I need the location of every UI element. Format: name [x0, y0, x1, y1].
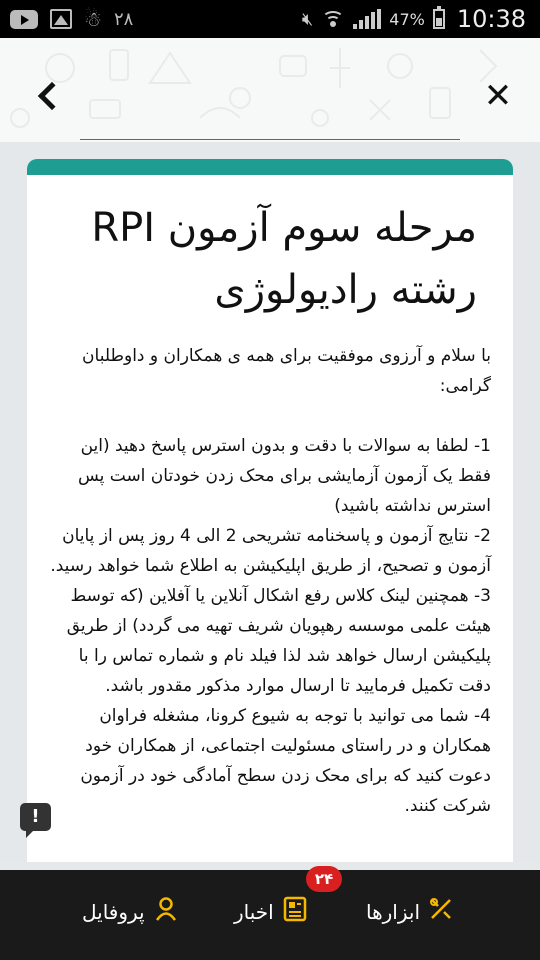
nav-tools-label: ابزارها — [366, 900, 421, 924]
article-item-3: 3- همچنین لینک کلاس رفع اشکال آنلاین یا آفلاین (که توسط هیئت علمی موسسه رهپویان شریف تهیه می گردد) از طریق پلیکیشن ارسال خواهد شد لذا فیلد نام و شماره تماس را با دقت تکمیل فرمایید تا ارسال موارد مذکور مقدور باشد. — [66, 586, 491, 696]
tools-icon — [428, 897, 454, 927]
article-card — [27, 159, 513, 879]
news-icon — [282, 896, 308, 928]
report-button[interactable] — [20, 803, 51, 831]
person-icon: ☃ — [84, 7, 102, 31]
article-item-2: 2- نتایج آزمون و پاسخنامه تشریحی 2 الی 4 روز پس از پایان آزمون و تصحیح، از طریق اپلیکیشن به اطلاع شما خواهد رسید. — [50, 526, 491, 576]
nav-news-label: اخبار — [234, 900, 274, 924]
article-greeting: با سلام و آرزوی موفقیت برای همه ی همکاران و داوطلبان گرامی: — [82, 346, 491, 396]
mute-icon: 🔇︎ — [301, 8, 314, 30]
article-item-4: 4- شما می توانید با توجه به شیوع کرونا، مشغله فراوان همکاران و در راستای مسئولیت اجتماعی، از همکاران خود دعوت کنید که برای محک زدن سطح آمادگی خود در آزمون شرکت کنند. — [80, 706, 491, 816]
news-badge: ۲۴ — [306, 866, 342, 892]
nav-profile[interactable] — [82, 892, 179, 932]
notification-count: ۲۸ — [113, 8, 134, 30]
article-body — [43, 341, 491, 821]
content-bottom-edge — [0, 862, 540, 870]
person-icon — [153, 897, 179, 927]
status-bar — [0, 0, 540, 38]
top-header — [0, 38, 540, 142]
youtube-icon — [10, 10, 38, 29]
gallery-icon — [50, 9, 72, 29]
battery-icon — [433, 9, 445, 29]
card-accent-bar — [27, 159, 513, 175]
back-button[interactable] — [30, 76, 70, 116]
article-item-1: 1- لطفا به سوالات با دقت و بدون استرس پاسخ دهید (این فقط یک آزمون آزمایشی برای محک زدن خودتان است پس استرس نداشته باشید) — [77, 436, 491, 516]
title-line-1: مرحله سوم آزمون RPI — [91, 205, 477, 251]
feedback-icon: ! — [31, 806, 40, 827]
battery-percent: 47% — [389, 9, 425, 29]
nav-news[interactable] — [234, 892, 308, 932]
signal-icon — [353, 9, 381, 29]
close-button[interactable] — [478, 76, 518, 116]
nav-profile-label: پروفایل — [82, 900, 145, 924]
close-icon: ✕ — [483, 76, 513, 116]
wifi-icon — [321, 9, 345, 29]
clock: 10:38 — [456, 5, 526, 33]
nav-tools[interactable] — [366, 892, 454, 932]
title-line-2: رشته رادیولوژی — [214, 267, 477, 313]
bottom-nav — [0, 870, 540, 960]
article-title — [57, 197, 477, 321]
header-pattern — [0, 38, 540, 142]
header-divider — [80, 139, 460, 140]
